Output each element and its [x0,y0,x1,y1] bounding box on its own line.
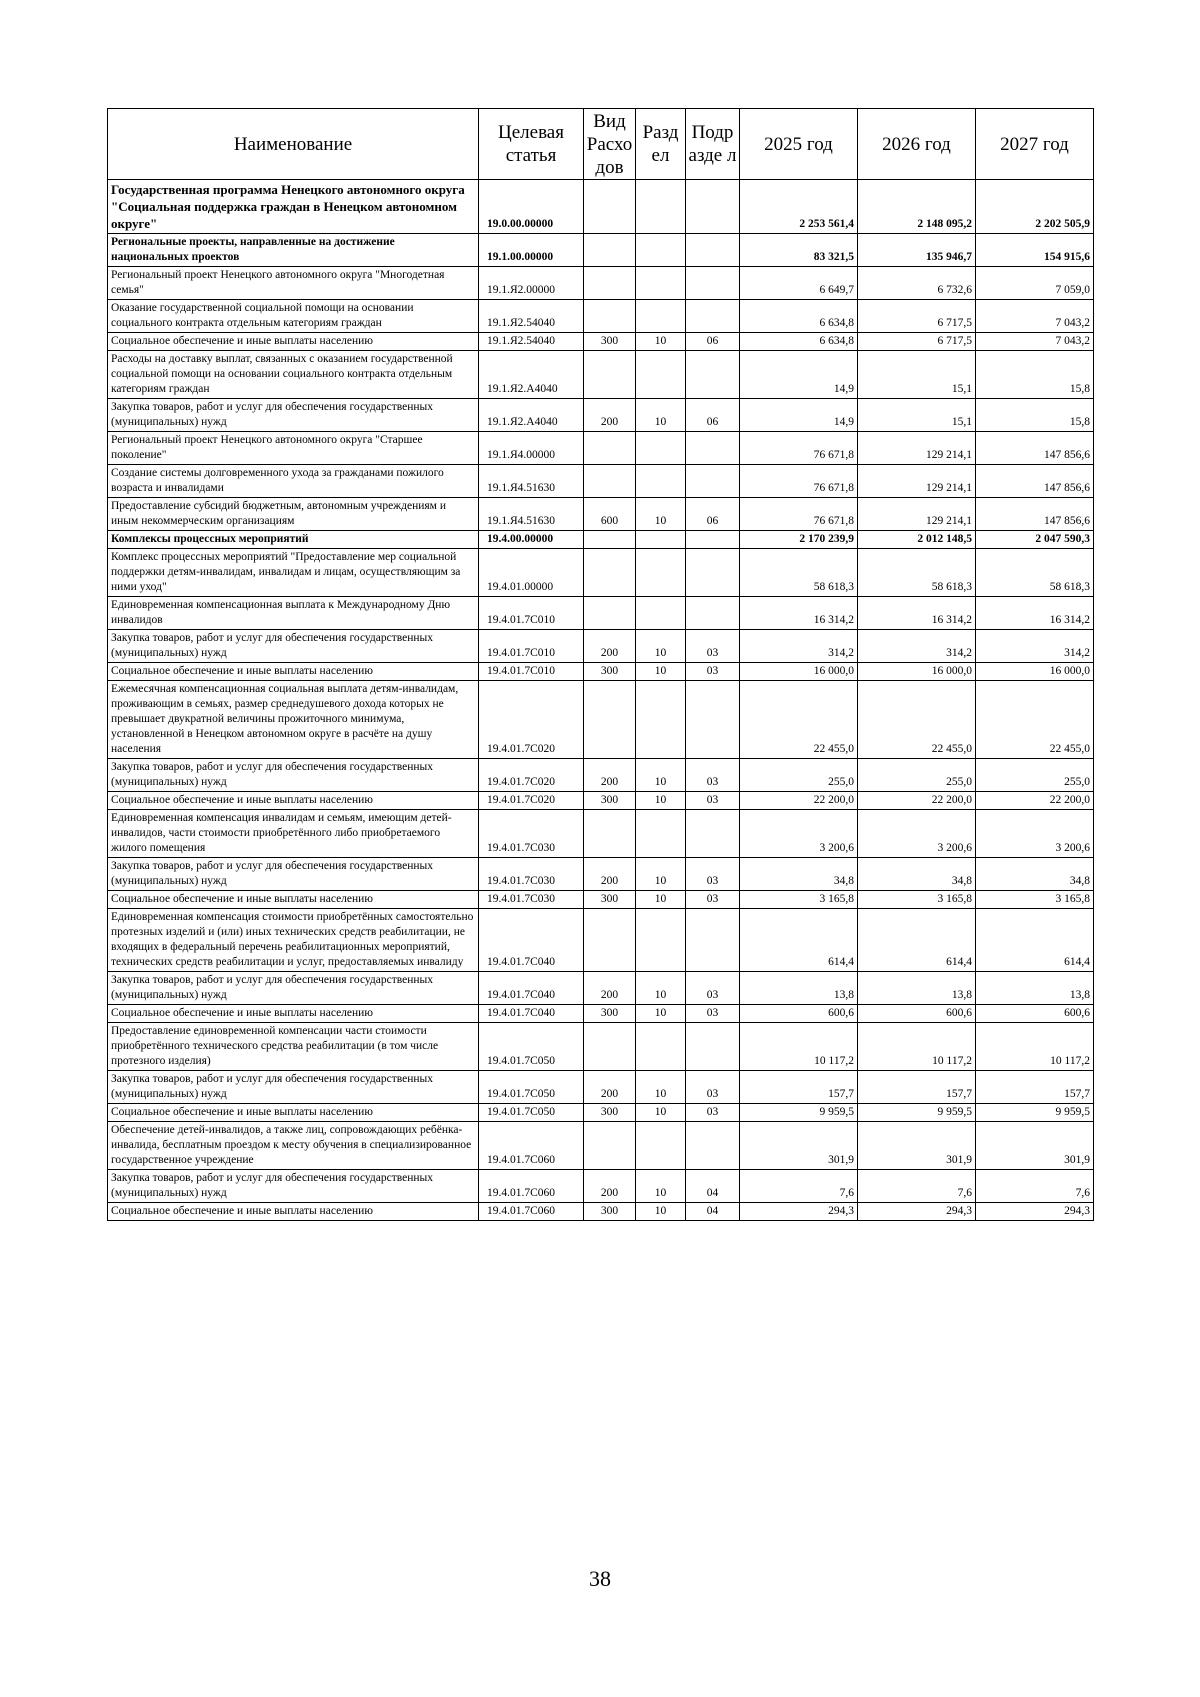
cell-name: Создание системы долговременного ухода за гражданами пожилого возраста и инвалидами [108,465,479,498]
cell-amount-2025: 58 618,3 [740,549,858,597]
table-row [108,399,1094,432]
cell-subsection [686,1023,740,1071]
cell-section [636,1122,686,1170]
cell-target-article: 19.1.Я4.51630 [479,498,584,531]
cell-subsection [686,549,740,597]
cell-target-article: 19.4.01.7С050 [479,1071,584,1104]
cell-target-article: 19.1.Я2.00000 [479,267,584,300]
cell-amount-2026: 301,9 [858,1122,976,1170]
cell-amount-2027: 294,3 [976,1203,1094,1221]
cell-section [636,597,686,630]
table-row [108,597,1094,630]
cell-amount-2026: 314,2 [858,630,976,663]
cell-expense-type [584,267,636,300]
cell-name: Закупка товаров, работ и услуг для обеспечения государственных (муниципальных) нужд [108,858,479,891]
cell-expense-type: 300 [584,333,636,351]
cell-amount-2025: 22 455,0 [740,681,858,759]
cell-amount-2025: 34,8 [740,858,858,891]
cell-amount-2026: 22 200,0 [858,792,976,810]
cell-expense-type: 300 [584,663,636,681]
cell-expense-type: 300 [584,891,636,909]
cell-amount-2025: 301,9 [740,1122,858,1170]
cell-amount-2026: 614,4 [858,909,976,972]
cell-name: Расходы на доставку выплат, связанных с оказанием государственной социальной помощи на основании социального контракта отдельным категориям граждан [108,351,479,399]
cell-subsection [686,432,740,465]
table-row [108,1203,1094,1221]
cell-amount-2026: 15,1 [858,399,976,432]
cell-amount-2027: 600,6 [976,1005,1094,1023]
cell-amount-2026: 600,6 [858,1005,976,1023]
cell-amount-2025: 22 200,0 [740,792,858,810]
cell-expense-type: 200 [584,972,636,1005]
cell-section [636,531,686,549]
cell-target-article: 19.1.Я2.54040 [479,300,584,333]
table-row [108,1122,1094,1170]
table-row [108,498,1094,531]
cell-expense-type [584,681,636,759]
cell-target-article: 19.1.Я4.51630 [479,465,584,498]
cell-amount-2027: 9 959,5 [976,1104,1094,1122]
cell-name: Закупка товаров, работ и услуг для обеспечения государственных (муниципальных) нужд [108,759,479,792]
cell-amount-2027: 22 455,0 [976,681,1094,759]
cell-name: Социальное обеспечение и иные выплаты населению [108,663,479,681]
header-subsection: Подр азде л [686,109,740,180]
cell-target-article: 19.1.Я2.54040 [479,333,584,351]
cell-name: Единовременная компенсация инвалидам и семьям, имеющим детей-инвалидов, части стоимости приобретённого либо приобретаемого жилого помещения [108,810,479,858]
cell-amount-2027: 2 047 590,3 [976,531,1094,549]
cell-amount-2025: 6 634,8 [740,300,858,333]
cell-subsection [686,531,740,549]
cell-amount-2025: 83 321,5 [740,234,858,267]
cell-amount-2027: 255,0 [976,759,1094,792]
table-row [108,1071,1094,1104]
cell-subsection: 04 [686,1203,740,1221]
cell-section: 10 [636,663,686,681]
cell-expense-type [584,549,636,597]
cell-target-article: 19.4.01.7С010 [479,597,584,630]
table-row [108,792,1094,810]
header-section: Разд ел [636,109,686,180]
cell-amount-2026: 6 717,5 [858,333,976,351]
cell-amount-2026: 3 200,6 [858,810,976,858]
cell-amount-2025: 76 671,8 [740,465,858,498]
cell-section [636,432,686,465]
cell-subsection: 03 [686,1005,740,1023]
cell-amount-2025: 7,6 [740,1170,858,1203]
cell-expense-type: 200 [584,759,636,792]
cell-target-article: 19.4.01.7С010 [479,663,584,681]
cell-name: Закупка товаров, работ и услуг для обеспечения государственных (муниципальных) нужд [108,399,479,432]
cell-expense-type: 300 [584,1005,636,1023]
cell-name: Единовременная компенсационная выплата к Международному Дню инвалидов [108,597,479,630]
cell-amount-2025: 76 671,8 [740,432,858,465]
table-header-row [108,109,1094,180]
cell-amount-2026: 58 618,3 [858,549,976,597]
cell-amount-2026: 157,7 [858,1071,976,1104]
cell-amount-2027: 58 618,3 [976,549,1094,597]
table-row [108,180,1094,234]
cell-subsection [686,267,740,300]
cell-section: 10 [636,399,686,432]
cell-amount-2026: 13,8 [858,972,976,1005]
header-year-2025: 2025 год [740,109,858,180]
table-row [108,810,1094,858]
cell-subsection [686,909,740,972]
cell-target-article: 19.1.Я2.А4040 [479,399,584,432]
cell-amount-2027: 7 059,0 [976,267,1094,300]
page-number: 38 [589,1566,611,1591]
cell-amount-2027: 147 856,6 [976,498,1094,531]
cell-name: Социальное обеспечение и иные выплаты населению [108,1005,479,1023]
cell-target-article: 19.4.01.7С050 [479,1023,584,1071]
cell-subsection: 06 [686,498,740,531]
cell-amount-2027: 16 314,2 [976,597,1094,630]
cell-subsection [686,300,740,333]
cell-name: Оказание государственной социальной помощи на основании социального контракта отдельным категориям граждан [108,300,479,333]
table-row [108,759,1094,792]
cell-amount-2027: 34,8 [976,858,1094,891]
cell-amount-2026: 10 117,2 [858,1023,976,1071]
cell-target-article: 19.4.01.7С030 [479,858,584,891]
table-row [108,1170,1094,1203]
cell-subsection [686,597,740,630]
cell-subsection: 03 [686,1104,740,1122]
cell-section [636,300,686,333]
cell-expense-type [584,180,636,234]
header-expense-type: Вид Расхо дов [584,109,636,180]
cell-amount-2027: 15,8 [976,399,1094,432]
cell-amount-2027: 15,8 [976,351,1094,399]
cell-expense-type [584,810,636,858]
cell-amount-2026: 3 165,8 [858,891,976,909]
cell-amount-2025: 6 634,8 [740,333,858,351]
cell-amount-2025: 157,7 [740,1071,858,1104]
cell-amount-2025: 13,8 [740,972,858,1005]
cell-section: 10 [636,1005,686,1023]
cell-amount-2026: 2 012 148,5 [858,531,976,549]
cell-amount-2027: 7 043,2 [976,333,1094,351]
table-row [108,1023,1094,1071]
cell-amount-2026: 2 148 095,2 [858,180,976,234]
cell-target-article: 19.4.01.7С040 [479,972,584,1005]
cell-section: 10 [636,498,686,531]
cell-target-article: 19.1.Я4.00000 [479,432,584,465]
cell-name: Региональный проект Ненецкого автономного округа "Многодетная семья" [108,267,479,300]
cell-amount-2026: 129 214,1 [858,498,976,531]
cell-section [636,267,686,300]
cell-expense-type: 200 [584,1071,636,1104]
cell-name: Закупка товаров, работ и услуг для обеспечения государственных (муниципальных) нужд [108,1071,479,1104]
cell-amount-2026: 22 455,0 [858,681,976,759]
cell-target-article: 19.4.01.7С020 [479,792,584,810]
cell-target-article: 19.0.00.00000 [479,180,584,234]
cell-name: Ежемесячная компенсационная социальная выплата детям-инвалидам, проживающим в семьях, размер среднедушевого дохода которых не превышает двукратной величины прожиточного минимума, установленной в Ненецком автономном округе в расчёте на душу населения [108,681,479,759]
cell-target-article: 19.4.01.7С060 [479,1203,584,1221]
cell-amount-2027: 301,9 [976,1122,1094,1170]
cell-amount-2025: 2 253 561,4 [740,180,858,234]
cell-amount-2027: 3 200,6 [976,810,1094,858]
cell-name: Региональный проект Ненецкого автономного округа "Старшее поколение" [108,432,479,465]
cell-amount-2025: 600,6 [740,1005,858,1023]
cell-subsection: 03 [686,891,740,909]
cell-subsection: 03 [686,1071,740,1104]
cell-amount-2027: 22 200,0 [976,792,1094,810]
cell-expense-type [584,531,636,549]
cell-amount-2025: 16 314,2 [740,597,858,630]
cell-subsection [686,681,740,759]
table-row [108,909,1094,972]
cell-expense-type: 600 [584,498,636,531]
cell-subsection: 03 [686,630,740,663]
cell-amount-2026: 9 959,5 [858,1104,976,1122]
cell-name: Обеспечение детей-инвалидов, а также лиц, сопровождающих ребёнка-инвалида, бесплатным проездом к месту обучения в специализированное государственное учреждение [108,1122,479,1170]
cell-expense-type [584,432,636,465]
cell-name: Закупка товаров, работ и услуг для обеспечения государственных (муниципальных) нужд [108,972,479,1005]
table-row [108,1005,1094,1023]
table-row [108,300,1094,333]
cell-subsection [686,351,740,399]
cell-target-article: 19.4.01.7С040 [479,909,584,972]
cell-name: Единовременная компенсация стоимости приобретённых самостоятельно протезных изделий и (или) иных технических средств реабилитации, не входящих в федеральный перечень реабилитационных мероприятий, технических средств реабилитации и услуг, предоставляемых инвалиду [108,909,479,972]
cell-target-article: 19.4.01.7С050 [479,1104,584,1122]
cell-subsection [686,810,740,858]
cell-name: Комплексы процессных мероприятий [108,531,479,549]
cell-section: 10 [636,333,686,351]
table-row [108,333,1094,351]
cell-section: 10 [636,1170,686,1203]
cell-amount-2027: 10 117,2 [976,1023,1094,1071]
cell-expense-type: 300 [584,1203,636,1221]
budget-table [107,108,1094,1221]
cell-amount-2026: 16 314,2 [858,597,976,630]
cell-amount-2027: 7,6 [976,1170,1094,1203]
cell-amount-2025: 614,4 [740,909,858,972]
cell-amount-2026: 15,1 [858,351,976,399]
cell-subsection [686,234,740,267]
cell-name: Региональные проекты, направленные на достижение национальных проектов [108,234,479,267]
cell-name: Комплекс процессных мероприятий "Предоставление мер социальной поддержки детям-инвалидам, инвалидам и лицам, осуществляющим за ними уход" [108,549,479,597]
header-target-article: Целевая статья [479,109,584,180]
table-row [108,432,1094,465]
cell-amount-2025: 294,3 [740,1203,858,1221]
cell-name: Предоставление единовременной компенсации части стоимости приобретённого технического средства реабилитации (в том числе протезного изделия) [108,1023,479,1071]
cell-section: 10 [636,630,686,663]
cell-name: Социальное обеспечение и иные выплаты населению [108,1104,479,1122]
header-year-2026: 2026 год [858,109,976,180]
cell-target-article: 19.4.01.7С060 [479,1122,584,1170]
cell-subsection: 06 [686,333,740,351]
cell-target-article: 19.4.01.7С030 [479,891,584,909]
cell-expense-type: 300 [584,1104,636,1122]
cell-amount-2025: 10 117,2 [740,1023,858,1071]
header-name: Наименование [108,109,479,180]
cell-section [636,1023,686,1071]
cell-target-article: 19.4.01.00000 [479,549,584,597]
cell-section: 10 [636,759,686,792]
cell-amount-2026: 16 000,0 [858,663,976,681]
cell-amount-2025: 14,9 [740,399,858,432]
cell-amount-2025: 14,9 [740,351,858,399]
cell-amount-2027: 614,4 [976,909,1094,972]
cell-expense-type [584,597,636,630]
cell-name: Социальное обеспечение и иные выплаты населению [108,891,479,909]
cell-amount-2026: 7,6 [858,1170,976,1203]
cell-section: 10 [636,792,686,810]
cell-target-article: 19.4.01.7С020 [479,759,584,792]
cell-target-article: 19.4.01.7С010 [479,630,584,663]
cell-amount-2027: 147 856,6 [976,432,1094,465]
cell-target-article: 19.4.01.7С020 [479,681,584,759]
table-row [108,267,1094,300]
cell-expense-type [584,351,636,399]
table-row [108,351,1094,399]
cell-amount-2027: 157,7 [976,1071,1094,1104]
cell-amount-2025: 9 959,5 [740,1104,858,1122]
cell-section: 10 [636,1104,686,1122]
table-row [108,531,1094,549]
cell-expense-type [584,1023,636,1071]
cell-name: Предоставление субсидий бюджетным, автономным учреждениям и иным некоммерческим организациям [108,498,479,531]
cell-name: Социальное обеспечение и иные выплаты населению [108,792,479,810]
table-body [108,180,1094,1221]
cell-section [636,810,686,858]
cell-amount-2026: 129 214,1 [858,465,976,498]
cell-target-article: 19.1.Я2.А4040 [479,351,584,399]
table-row [108,663,1094,681]
cell-subsection: 06 [686,399,740,432]
cell-target-article: 19.4.01.7С030 [479,810,584,858]
cell-amount-2027: 3 165,8 [976,891,1094,909]
cell-subsection: 03 [686,972,740,1005]
cell-section: 10 [636,1071,686,1104]
cell-name: Социальное обеспечение и иные выплаты населению [108,333,479,351]
table-row [108,630,1094,663]
cell-name: Социальное обеспечение и иные выплаты населению [108,1203,479,1221]
cell-expense-type [584,909,636,972]
cell-subsection: 04 [686,1170,740,1203]
cell-amount-2025: 3 165,8 [740,891,858,909]
cell-subsection: 03 [686,663,740,681]
cell-amount-2026: 34,8 [858,858,976,891]
cell-amount-2027: 7 043,2 [976,300,1094,333]
cell-expense-type [584,234,636,267]
header-year-2027: 2027 год [976,109,1094,180]
table-row [108,858,1094,891]
cell-target-article: 19.4.01.7С040 [479,1005,584,1023]
cell-amount-2025: 3 200,6 [740,810,858,858]
cell-amount-2025: 314,2 [740,630,858,663]
cell-expense-type: 200 [584,858,636,891]
cell-expense-type: 200 [584,399,636,432]
cell-section: 10 [636,1203,686,1221]
table-row [108,681,1094,759]
cell-amount-2027: 2 202 505,9 [976,180,1094,234]
cell-section [636,465,686,498]
cell-target-article: 19.1.00.00000 [479,234,584,267]
cell-section [636,180,686,234]
cell-subsection [686,465,740,498]
cell-target-article: 19.4.01.7С060 [479,1170,584,1203]
cell-amount-2025: 6 649,7 [740,267,858,300]
table-row [108,1104,1094,1122]
cell-expense-type [584,465,636,498]
cell-section [636,234,686,267]
table-row [108,234,1094,267]
cell-amount-2026: 255,0 [858,759,976,792]
cell-amount-2027: 314,2 [976,630,1094,663]
cell-amount-2026: 6 732,6 [858,267,976,300]
cell-section: 10 [636,858,686,891]
cell-amount-2027: 13,8 [976,972,1094,1005]
cell-expense-type [584,1122,636,1170]
cell-subsection [686,1122,740,1170]
cell-amount-2026: 135 946,7 [858,234,976,267]
cell-section [636,549,686,597]
cell-subsection [686,180,740,234]
cell-subsection: 03 [686,759,740,792]
cell-section [636,681,686,759]
cell-name: Закупка товаров, работ и услуг для обеспечения государственных (муниципальных) нужд [108,630,479,663]
cell-amount-2026: 6 717,5 [858,300,976,333]
cell-section [636,351,686,399]
table-row [108,549,1094,597]
cell-amount-2026: 294,3 [858,1203,976,1221]
cell-section: 10 [636,972,686,1005]
cell-name: Государственная программа Ненецкого автономного округа "Социальная поддержка граждан в Ненецком автономном округе" [108,180,479,234]
cell-amount-2025: 76 671,8 [740,498,858,531]
cell-expense-type: 200 [584,630,636,663]
cell-name: Закупка товаров, работ и услуг для обеспечения государственных (муниципальных) нужд [108,1170,479,1203]
cell-amount-2025: 16 000,0 [740,663,858,681]
cell-section [636,909,686,972]
cell-amount-2025: 2 170 239,9 [740,531,858,549]
table-row [108,972,1094,1005]
cell-subsection: 03 [686,858,740,891]
cell-expense-type [584,300,636,333]
cell-amount-2025: 255,0 [740,759,858,792]
cell-target-article: 19.4.00.00000 [479,531,584,549]
table-row [108,465,1094,498]
table-row [108,891,1094,909]
cell-amount-2027: 16 000,0 [976,663,1094,681]
cell-section: 10 [636,891,686,909]
cell-expense-type: 300 [584,792,636,810]
cell-amount-2026: 129 214,1 [858,432,976,465]
cell-expense-type: 200 [584,1170,636,1203]
cell-amount-2027: 147 856,6 [976,465,1094,498]
cell-amount-2027: 154 915,6 [976,234,1094,267]
cell-subsection: 03 [686,792,740,810]
